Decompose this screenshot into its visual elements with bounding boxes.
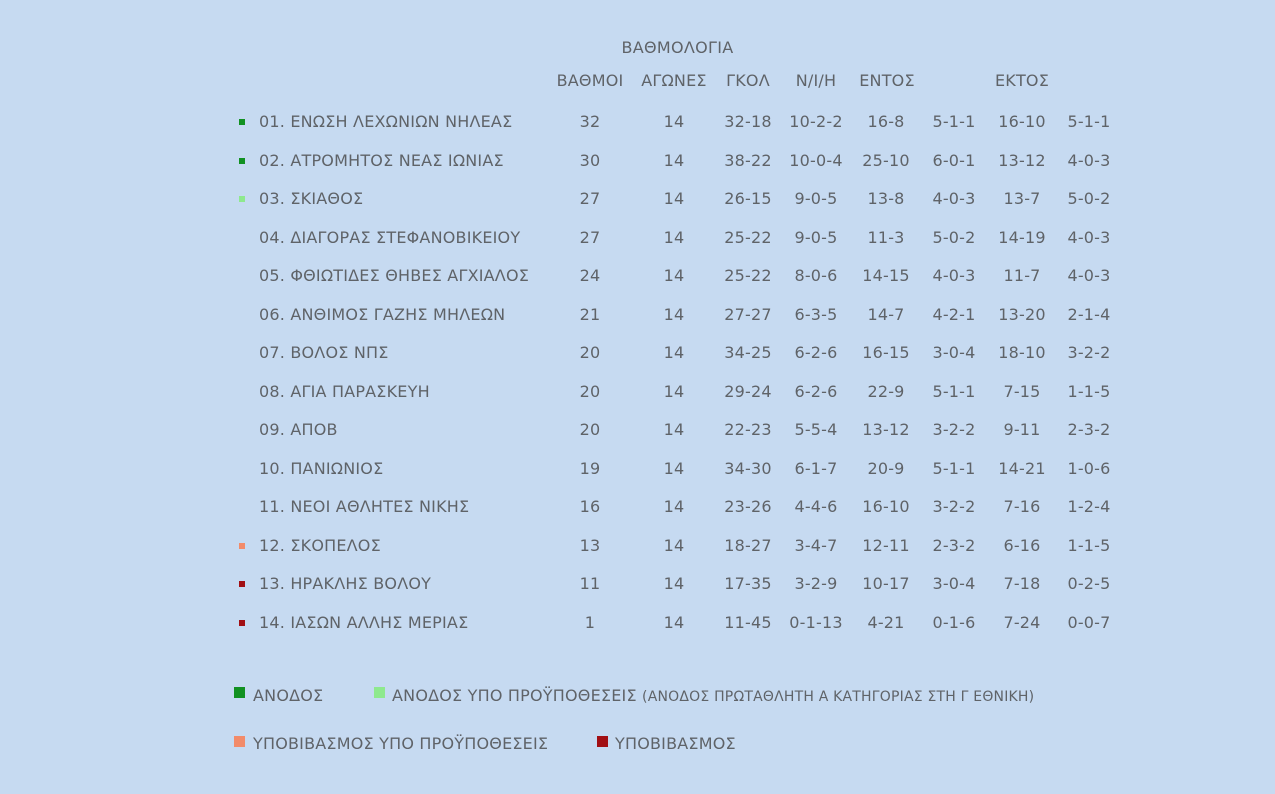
- cell-points: 32: [579, 112, 601, 131]
- cell-goals: 18-27: [724, 535, 772, 555]
- cell-wdl: 8-0-6: [794, 266, 838, 285]
- cell-away-wdl: 3-2-2: [1067, 343, 1111, 362]
- cell-goals: 26-15: [724, 189, 772, 208]
- cell-points: 27: [579, 189, 601, 208]
- cell-away-wdl: 2-1-4: [1067, 304, 1111, 324]
- team-name: 14. ΙΑΣΩΝ ΑΛΛΗΣ ΜΕΡΙΑΣ: [259, 612, 469, 632]
- header-wdl: Ν/Ι/Η: [795, 71, 837, 90]
- cell-points: 20: [579, 343, 601, 362]
- cell-goals: 29-24: [724, 381, 772, 401]
- cell-away-goals: 16-10: [998, 112, 1046, 131]
- cell-goals: 34-30: [724, 458, 772, 478]
- cell-games: 14: [663, 381, 685, 401]
- header-away: ΕΚΤΟΣ: [994, 71, 1050, 90]
- cell-wdl: 10-0-4: [789, 150, 843, 170]
- cell-home-wdl: 2-3-2: [932, 535, 976, 555]
- table-row: [0, 226, 1275, 250]
- cell-points: 13: [579, 535, 601, 555]
- legend-note-promotion-conditional: (ΑΝΟΔΟΣ ΠΡΩΤΑΘΛΗΤΗ Α ΚΑΤΗΓΟΡΙΑΣ ΣΤΗ Γ ΕΘΝΙΚΗ): [642, 689, 1035, 705]
- cell-away-goals: 13-12: [998, 150, 1046, 170]
- cell-home-goals: 10-17: [862, 574, 910, 593]
- cell-away-wdl: 2-3-2: [1067, 420, 1111, 439]
- cell-wdl: 10-2-2: [789, 112, 843, 131]
- cell-games: 14: [663, 612, 685, 632]
- cell-home-goals: 12-11: [862, 535, 910, 555]
- cell-home-goals: 16-15: [862, 343, 910, 362]
- cell-wdl: 3-4-7: [794, 535, 838, 555]
- cell-games: 14: [663, 112, 685, 131]
- team-name: 08. ΑΓΙΑ ΠΑΡΑΣΚΕΥΗ: [259, 381, 430, 401]
- cell-goals: 32-18: [724, 112, 772, 131]
- cell-home-goals: 14-7: [867, 304, 905, 324]
- team-name: 13. ΗΡΑΚΛΗΣ ΒΟΛΟΥ: [259, 574, 432, 593]
- cell-home-goals: 25-10: [862, 150, 910, 170]
- cell-goals: 25-22: [724, 266, 772, 285]
- cell-home-wdl: 4-0-3: [932, 266, 976, 285]
- team-name: 12. ΣΚΟΠΕΛΟΣ: [259, 535, 381, 555]
- legend-label-relegation-conditional: ΥΠΟΒΙΒΑΣΜΟΣ ΥΠΟ ΠΡΟΫΠΟΘΕΣΕΙΣ: [253, 734, 549, 753]
- table-row: [0, 572, 1275, 596]
- table-row: [0, 341, 1275, 365]
- table-row: [0, 495, 1275, 519]
- cell-home-wdl: 5-0-2: [932, 227, 976, 247]
- cell-games: 14: [663, 150, 685, 170]
- cell-games: 14: [663, 497, 685, 516]
- cell-home-wdl: 5-1-1: [932, 112, 976, 131]
- cell-games: 14: [663, 189, 685, 208]
- table-row: [0, 187, 1275, 211]
- cell-away-wdl: 4-0-3: [1067, 150, 1111, 170]
- cell-games: 14: [663, 343, 685, 362]
- cell-away-goals: 9-11: [1003, 420, 1041, 439]
- cell-wdl: 3-2-9: [794, 574, 838, 593]
- header-home: ΕΝΤΟΣ: [859, 71, 915, 90]
- standings-title: ΒΑΘΜΟΛΟΓΙΑ: [621, 38, 734, 57]
- cell-away-wdl: 1-1-5: [1067, 381, 1111, 401]
- cell-home-wdl: 5-1-1: [932, 381, 976, 401]
- cell-goals: 25-22: [724, 227, 772, 247]
- cell-home-wdl: 3-0-4: [932, 343, 976, 362]
- cell-home-wdl: 3-2-2: [932, 497, 976, 516]
- cell-away-goals: 7-15: [1003, 381, 1041, 401]
- cell-home-wdl: 6-0-1: [932, 150, 976, 170]
- cell-away-wdl: 4-0-3: [1067, 266, 1111, 285]
- cell-home-goals: 11-3: [867, 227, 905, 247]
- cell-away-goals: 13-20: [998, 304, 1046, 324]
- status-marker: [239, 620, 245, 626]
- team-name: 06. ΑΝΘΙΜΟΣ ΓΑΖΗΣ ΜΗΛΕΩΝ: [259, 304, 506, 324]
- cell-home-goals: 16-10: [862, 497, 910, 516]
- cell-games: 14: [663, 535, 685, 555]
- cell-wdl: 6-3-5: [794, 304, 838, 324]
- cell-away-wdl: 4-0-3: [1067, 227, 1111, 247]
- table-row: [0, 457, 1275, 481]
- cell-points: 19: [579, 458, 601, 478]
- cell-away-goals: 14-19: [998, 227, 1046, 247]
- cell-wdl: 6-2-6: [794, 343, 838, 362]
- status-marker: [239, 158, 245, 164]
- header-goals: ΓΚΟΛ: [726, 71, 770, 90]
- cell-goals: 11-45: [724, 612, 772, 632]
- status-marker: [239, 119, 245, 125]
- cell-points: 30: [579, 150, 601, 170]
- cell-home-wdl: 0-1-6: [932, 612, 976, 632]
- legend-swatch-relegation: [597, 736, 608, 747]
- legend-swatch-relegation-conditional: [234, 736, 245, 747]
- cell-wdl: 9-0-5: [794, 189, 838, 208]
- cell-away-wdl: 1-1-5: [1067, 535, 1111, 555]
- cell-away-goals: 7-24: [1003, 612, 1041, 632]
- team-name: 09. ΑΠΟΒ: [259, 420, 338, 439]
- cell-home-goals: 22-9: [867, 381, 905, 401]
- legend-label-promotion: ΑΝΟΔΟΣ: [253, 686, 324, 705]
- team-name: 04. ΔΙΑΓΟΡΑΣ ΣΤΕΦΑΝΟΒΙΚΕΙΟΥ: [259, 227, 521, 247]
- table-row: [0, 418, 1275, 442]
- cell-wdl: 9-0-5: [794, 227, 838, 247]
- cell-home-goals: 20-9: [867, 458, 905, 478]
- team-name: 10. ΠΑΝΙΩΝΙΟΣ: [259, 458, 384, 478]
- status-marker: [239, 543, 245, 549]
- cell-points: 20: [579, 420, 601, 439]
- cell-wdl: 6-1-7: [794, 458, 838, 478]
- table-row: [0, 303, 1275, 327]
- cell-away-wdl: 1-2-4: [1067, 497, 1111, 516]
- team-name: 07. ΒΟΛΟΣ ΝΠΣ: [259, 343, 389, 362]
- cell-away-wdl: 5-0-2: [1067, 189, 1111, 208]
- status-marker: [239, 581, 245, 587]
- cell-home-wdl: 4-0-3: [932, 189, 976, 208]
- cell-games: 14: [663, 304, 685, 324]
- cell-away-goals: 18-10: [998, 343, 1046, 362]
- cell-points: 27: [579, 227, 601, 247]
- cell-home-goals: 14-15: [862, 266, 910, 285]
- cell-games: 14: [663, 458, 685, 478]
- cell-away-wdl: 5-1-1: [1067, 112, 1111, 131]
- status-marker: [239, 196, 245, 202]
- cell-games: 14: [663, 420, 685, 439]
- table-row: [0, 611, 1275, 635]
- header-games: ΑΓΩΝΕΣ: [641, 71, 707, 90]
- cell-home-wdl: 5-1-1: [932, 458, 976, 478]
- cell-home-goals: 13-8: [867, 189, 905, 208]
- cell-goals: 27-27: [724, 304, 772, 324]
- table-row: [0, 264, 1275, 288]
- cell-goals: 38-22: [724, 150, 772, 170]
- table-row: [0, 110, 1275, 134]
- cell-wdl: 4-4-6: [794, 497, 838, 516]
- cell-wdl: 0-1-13: [789, 612, 843, 632]
- cell-goals: 22-23: [724, 420, 772, 439]
- table-row: [0, 380, 1275, 404]
- cell-away-goals: 7-16: [1003, 497, 1041, 516]
- cell-points: 11: [579, 574, 601, 593]
- cell-away-wdl: 1-0-6: [1067, 458, 1111, 478]
- legend-text-promotion-conditional: ΑΝΟΔΟΣ ΥΠΟ ΠΡΟΫΠΟΘΕΣΕΙΣ: [392, 686, 637, 705]
- cell-away-goals: 6-16: [1003, 535, 1041, 555]
- team-name: 02. ΑΤΡΟΜΗΤΟΣ ΝΕΑΣ ΙΩΝΙΑΣ: [259, 150, 504, 170]
- table-row: [0, 149, 1275, 173]
- team-name: 01. ΕΝΩΣΗ ΛΕΧΩΝΙΩΝ ΝΗΛΕΑΣ: [259, 112, 513, 131]
- cell-goals: 17-35: [724, 574, 772, 593]
- cell-home-goals: 16-8: [867, 112, 905, 131]
- team-name: 05. ΦΘΙΩΤΙΔΕΣ ΘΗΒΕΣ ΑΓΧΙΑΛΟΣ: [259, 266, 530, 285]
- cell-points: 16: [579, 497, 601, 516]
- cell-away-goals: 11-7: [1003, 266, 1041, 285]
- cell-away-goals: 14-21: [998, 458, 1046, 478]
- cell-away-wdl: 0-2-5: [1067, 574, 1111, 593]
- cell-points: 20: [579, 381, 601, 401]
- cell-wdl: 6-2-6: [794, 381, 838, 401]
- cell-away-wdl: 0-0-7: [1067, 612, 1111, 632]
- cell-away-goals: 13-7: [1003, 189, 1041, 208]
- cell-home-wdl: 3-0-4: [932, 574, 976, 593]
- cell-home-goals: 13-12: [862, 420, 910, 439]
- cell-home-wdl: 4-2-1: [932, 304, 976, 324]
- cell-games: 14: [663, 266, 685, 285]
- cell-games: 14: [663, 227, 685, 247]
- header-points: ΒΑΘΜΟΙ: [556, 71, 624, 90]
- cell-points: 24: [579, 266, 601, 285]
- cell-points: 21: [579, 304, 601, 324]
- team-name: 03. ΣΚΙΑΘΟΣ: [259, 189, 364, 208]
- legend-swatch-promotion-conditional: [374, 687, 385, 698]
- legend-label-relegation: ΥΠΟΒΙΒΑΣΜΟΣ: [615, 734, 736, 753]
- table-row: [0, 534, 1275, 558]
- cell-wdl: 5-5-4: [794, 420, 838, 439]
- legend-swatch-promotion: [234, 687, 245, 698]
- cell-home-goals: 4-21: [867, 612, 905, 632]
- cell-away-goals: 7-18: [1003, 574, 1041, 593]
- cell-home-wdl: 3-2-2: [932, 420, 976, 439]
- legend-label-promotion-conditional: [392, 686, 1034, 707]
- cell-goals: 34-25: [724, 343, 772, 362]
- cell-points: 1: [584, 612, 596, 632]
- cell-games: 14: [663, 574, 685, 593]
- cell-goals: 23-26: [724, 497, 772, 516]
- team-name: 11. ΝΕΟΙ ΑΘΛΗΤΕΣ ΝΙΚΗΣ: [259, 497, 470, 516]
